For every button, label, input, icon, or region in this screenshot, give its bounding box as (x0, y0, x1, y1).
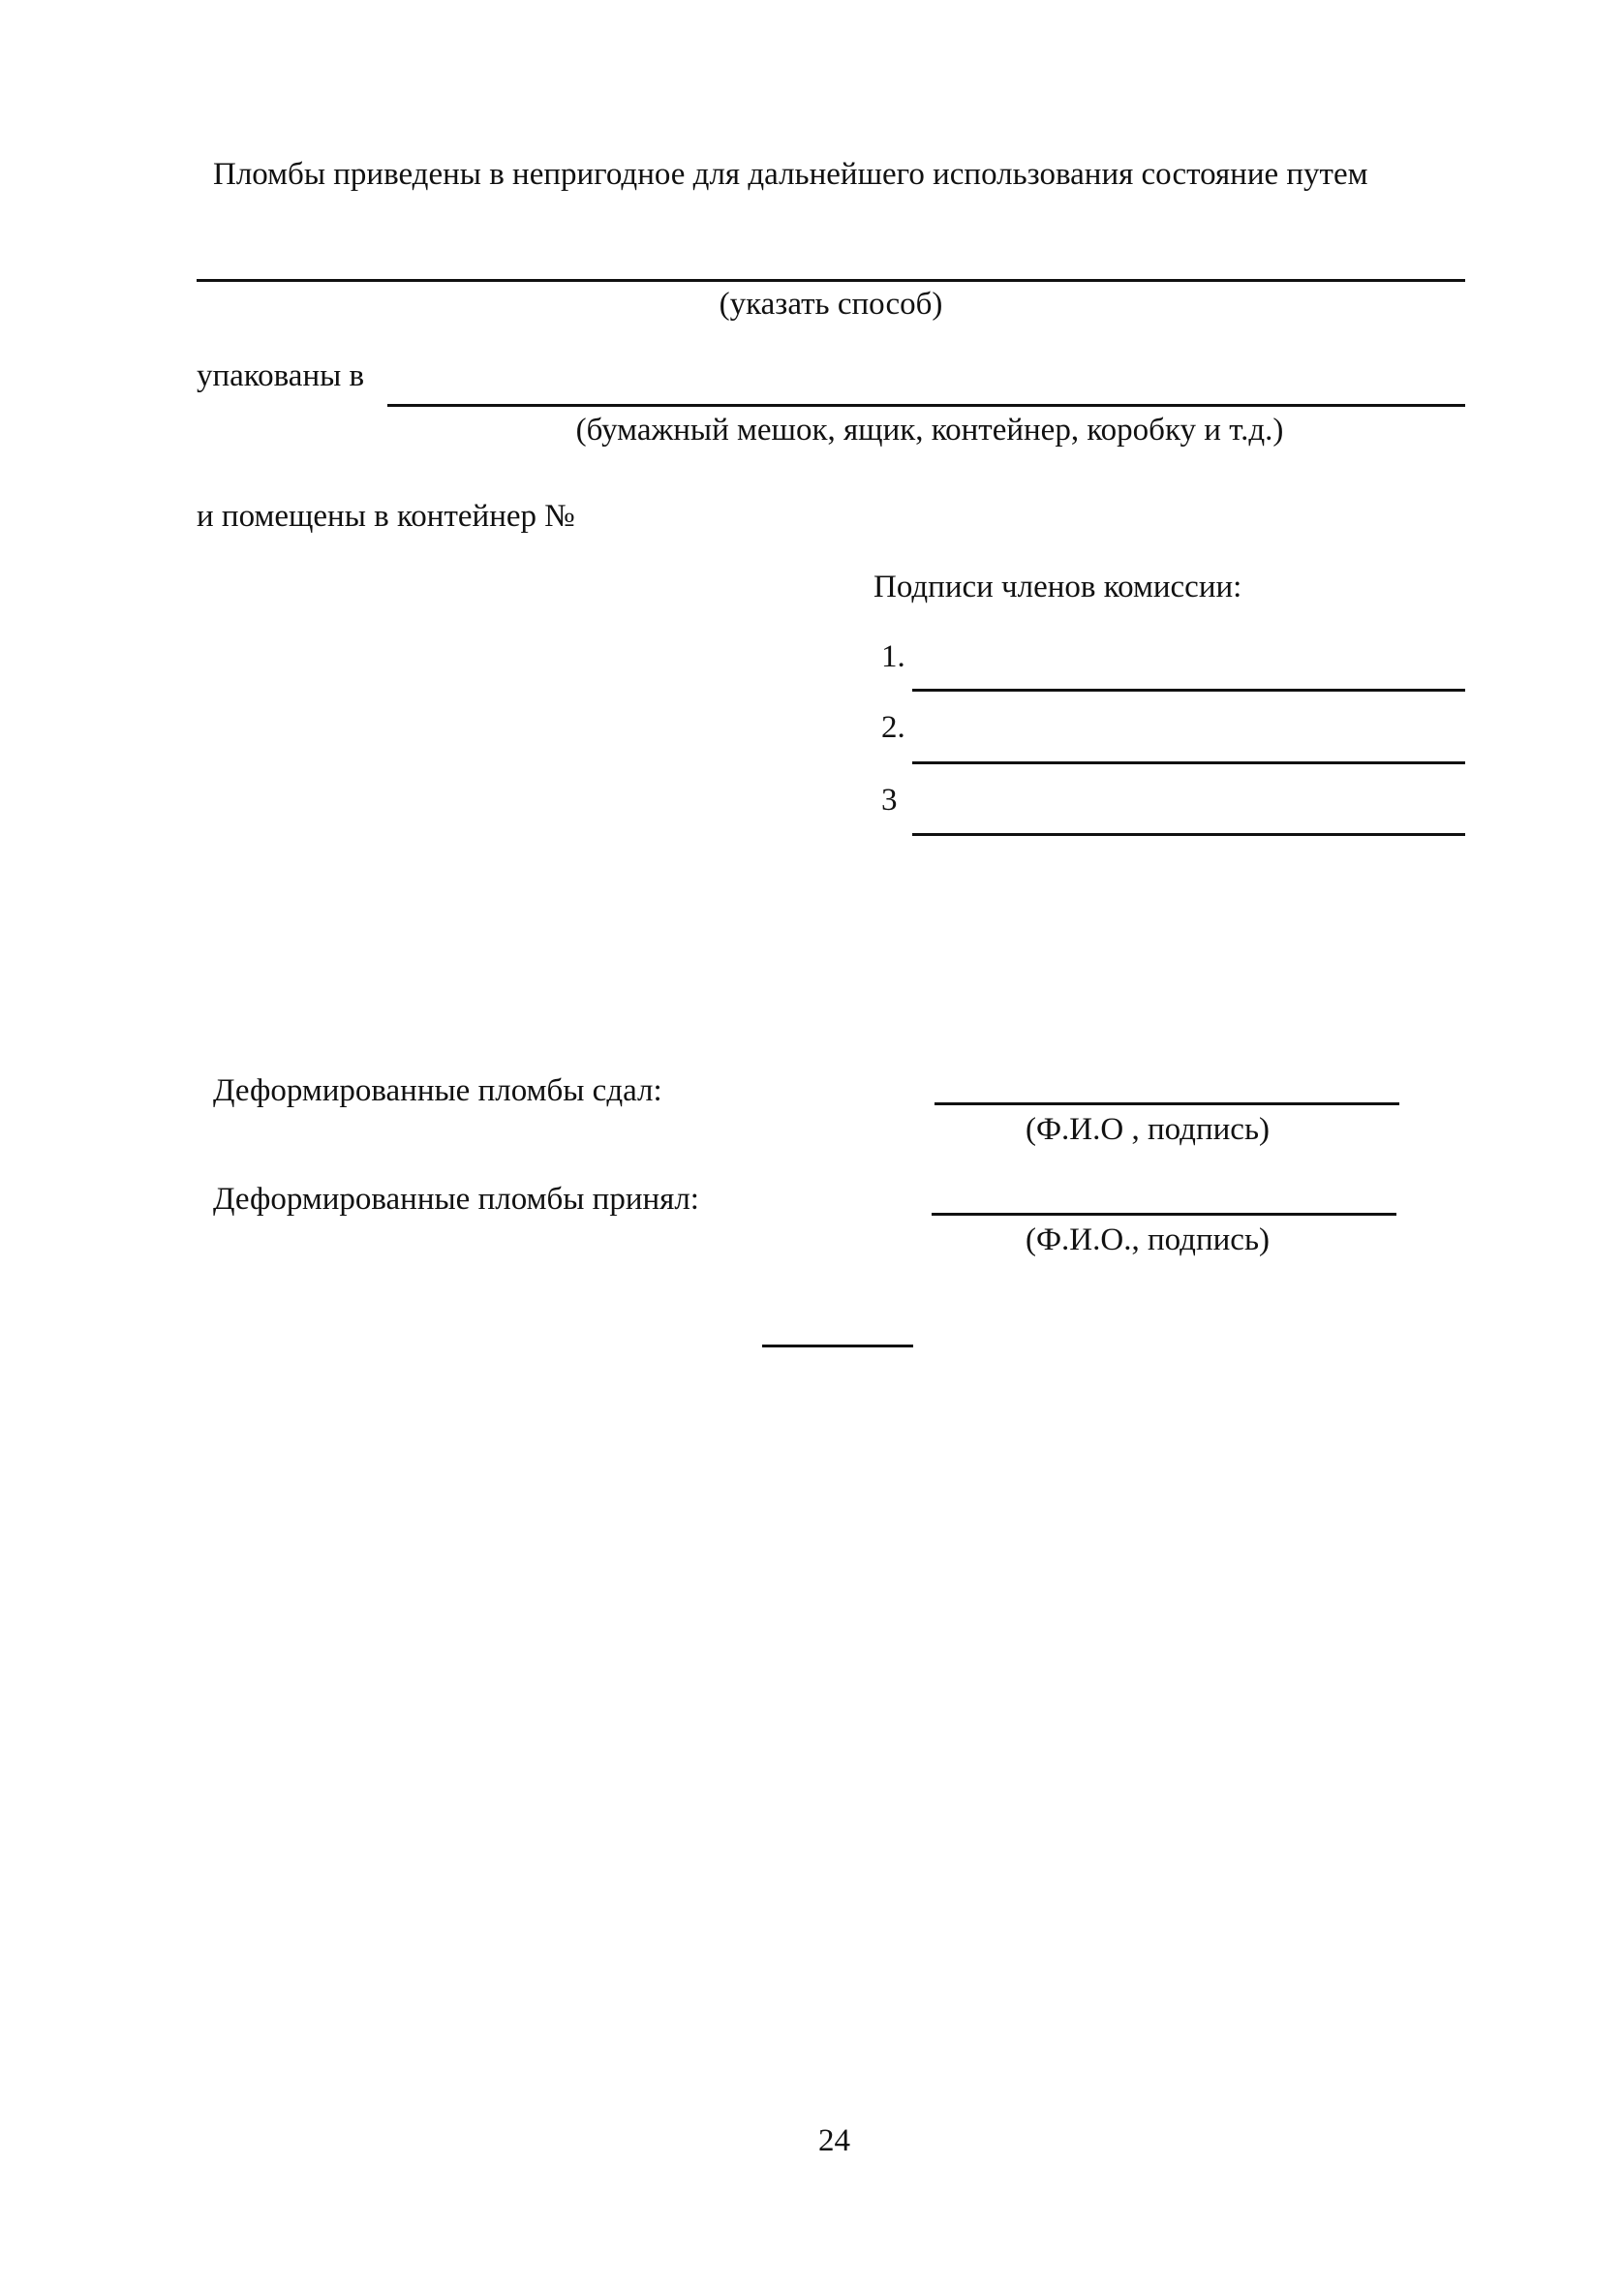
method-caption: (указать способ) (719, 287, 943, 322)
intro-text: Пломбы приведены в непригодное для дальнейшего использования состояние путем (213, 157, 1368, 192)
end-separator-line (762, 1345, 913, 1347)
given-label: Деформированные пломбы сдал: (213, 1073, 662, 1108)
given-signature-line (935, 1102, 1399, 1105)
packed-label: упакованы в (197, 358, 365, 393)
signature-number-2: 2. (881, 710, 905, 745)
signatures-title: Подписи членов комиссии: (873, 570, 1242, 604)
received-caption: (Ф.И.О., подпись) (1026, 1222, 1270, 1257)
received-signature-line (932, 1213, 1396, 1216)
container-label: и помещены в контейнер № (197, 499, 575, 534)
given-caption: (Ф.И.О , подпись) (1026, 1112, 1270, 1147)
packaging-caption: (бумажный мешок, ящик, контейнер, коробку и т.д.) (575, 413, 1284, 448)
signature-number-3: 3 (881, 783, 898, 818)
signature-line-3 (912, 833, 1465, 836)
method-blank-line (197, 279, 1465, 282)
packaging-blank-line (387, 404, 1465, 407)
page-number: 24 (818, 2123, 850, 2158)
signature-line-2 (912, 761, 1465, 764)
signature-line-1 (912, 689, 1465, 692)
signature-number-1: 1. (881, 639, 905, 674)
received-label: Деформированные пломбы принял: (213, 1182, 699, 1217)
